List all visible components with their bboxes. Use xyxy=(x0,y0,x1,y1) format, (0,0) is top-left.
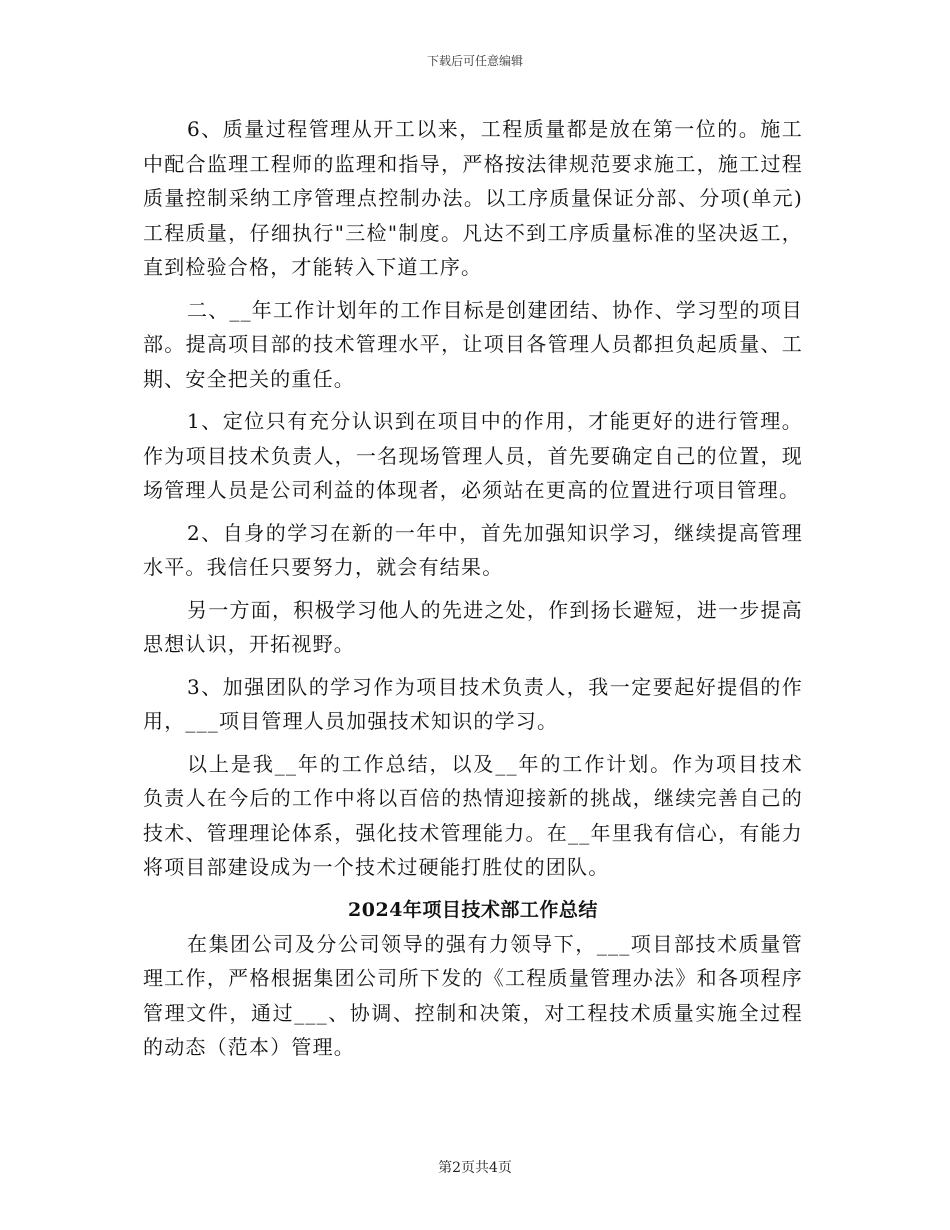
paragraph-team-learning: 3、加强团队的学习作为项目技术负责人，我一定要起好提倡的作用，___项目管理人员加强技术知识的学习。 xyxy=(143,674,803,733)
paragraph-summary-conclusion: 以上是我__年的工作总结，以及__年的工作计划。作为项目技术负责人在今后的工作中将以百倍的热情迎接新的挑战，继续完善自己的技术、管理理论体系，强化技术管理能力。在__年里我有信心，有能力将项目部建设成为一个技术过硬能打胜仗的团队。 xyxy=(143,751,803,879)
paragraph-work-plan: 二、__年工作计划年的工作目标是创建团结、协作、学习型的项目部。提高项目部的技术管理水平，让项目各管理人员都担负起质量、工期、安全把关的重任。 xyxy=(143,297,803,391)
paragraph-quality-management: 6、质量过程管理从开工以来，工程质量都是放在第一位的。施工中配合监理工程师的监理和指导，严格按法律规范要求施工，施工过程质量控制采纳工序管理点控制办法。以工序质量保证分部、分项(单元)工程质量，仔细执行"三检"制度。凡达不到工序质量标准的坚决返工，直到检验合格，才能转入下道工序。 xyxy=(143,117,803,279)
paragraph-section-intro: 在集团公司及分公司领导的强有力领导下，___项目部技术质量管理工作，严格根据集团公司所下发的《工程质量管理办法》和各项程序管理文件，通过___、协调、控制和决策，对工程技术质量实施全过程的动态（范本）管理。 xyxy=(143,931,803,1059)
page-header: 下载后可任意编辑 xyxy=(426,54,523,68)
paragraph-positioning: 1、定位只有充分认识到在项目中的作用，才能更好的进行管理。作为项目技术负责人，一名现场管理人员，首先要确定自己的位置，现场管理人员是公司利益的体现者，必须站在更高的位置进行项目管理。 xyxy=(143,409,803,502)
page-number: 第2页共4页 xyxy=(438,1160,512,1176)
document-body xyxy=(143,112,803,1073)
paragraph-self-learning: 2、自身的学习在新的一年中，首先加强知识学习，继续提高管理水平。我信任只要努力，就会有结果。 xyxy=(143,520,803,579)
paragraph-other-aspect: 另一方面，积极学习他人的先进之处，作到扬长避短，进一步提高思想认识，开拓视野。 xyxy=(143,597,803,656)
section-title: 2024年项目技术部工作总结 xyxy=(348,898,598,921)
